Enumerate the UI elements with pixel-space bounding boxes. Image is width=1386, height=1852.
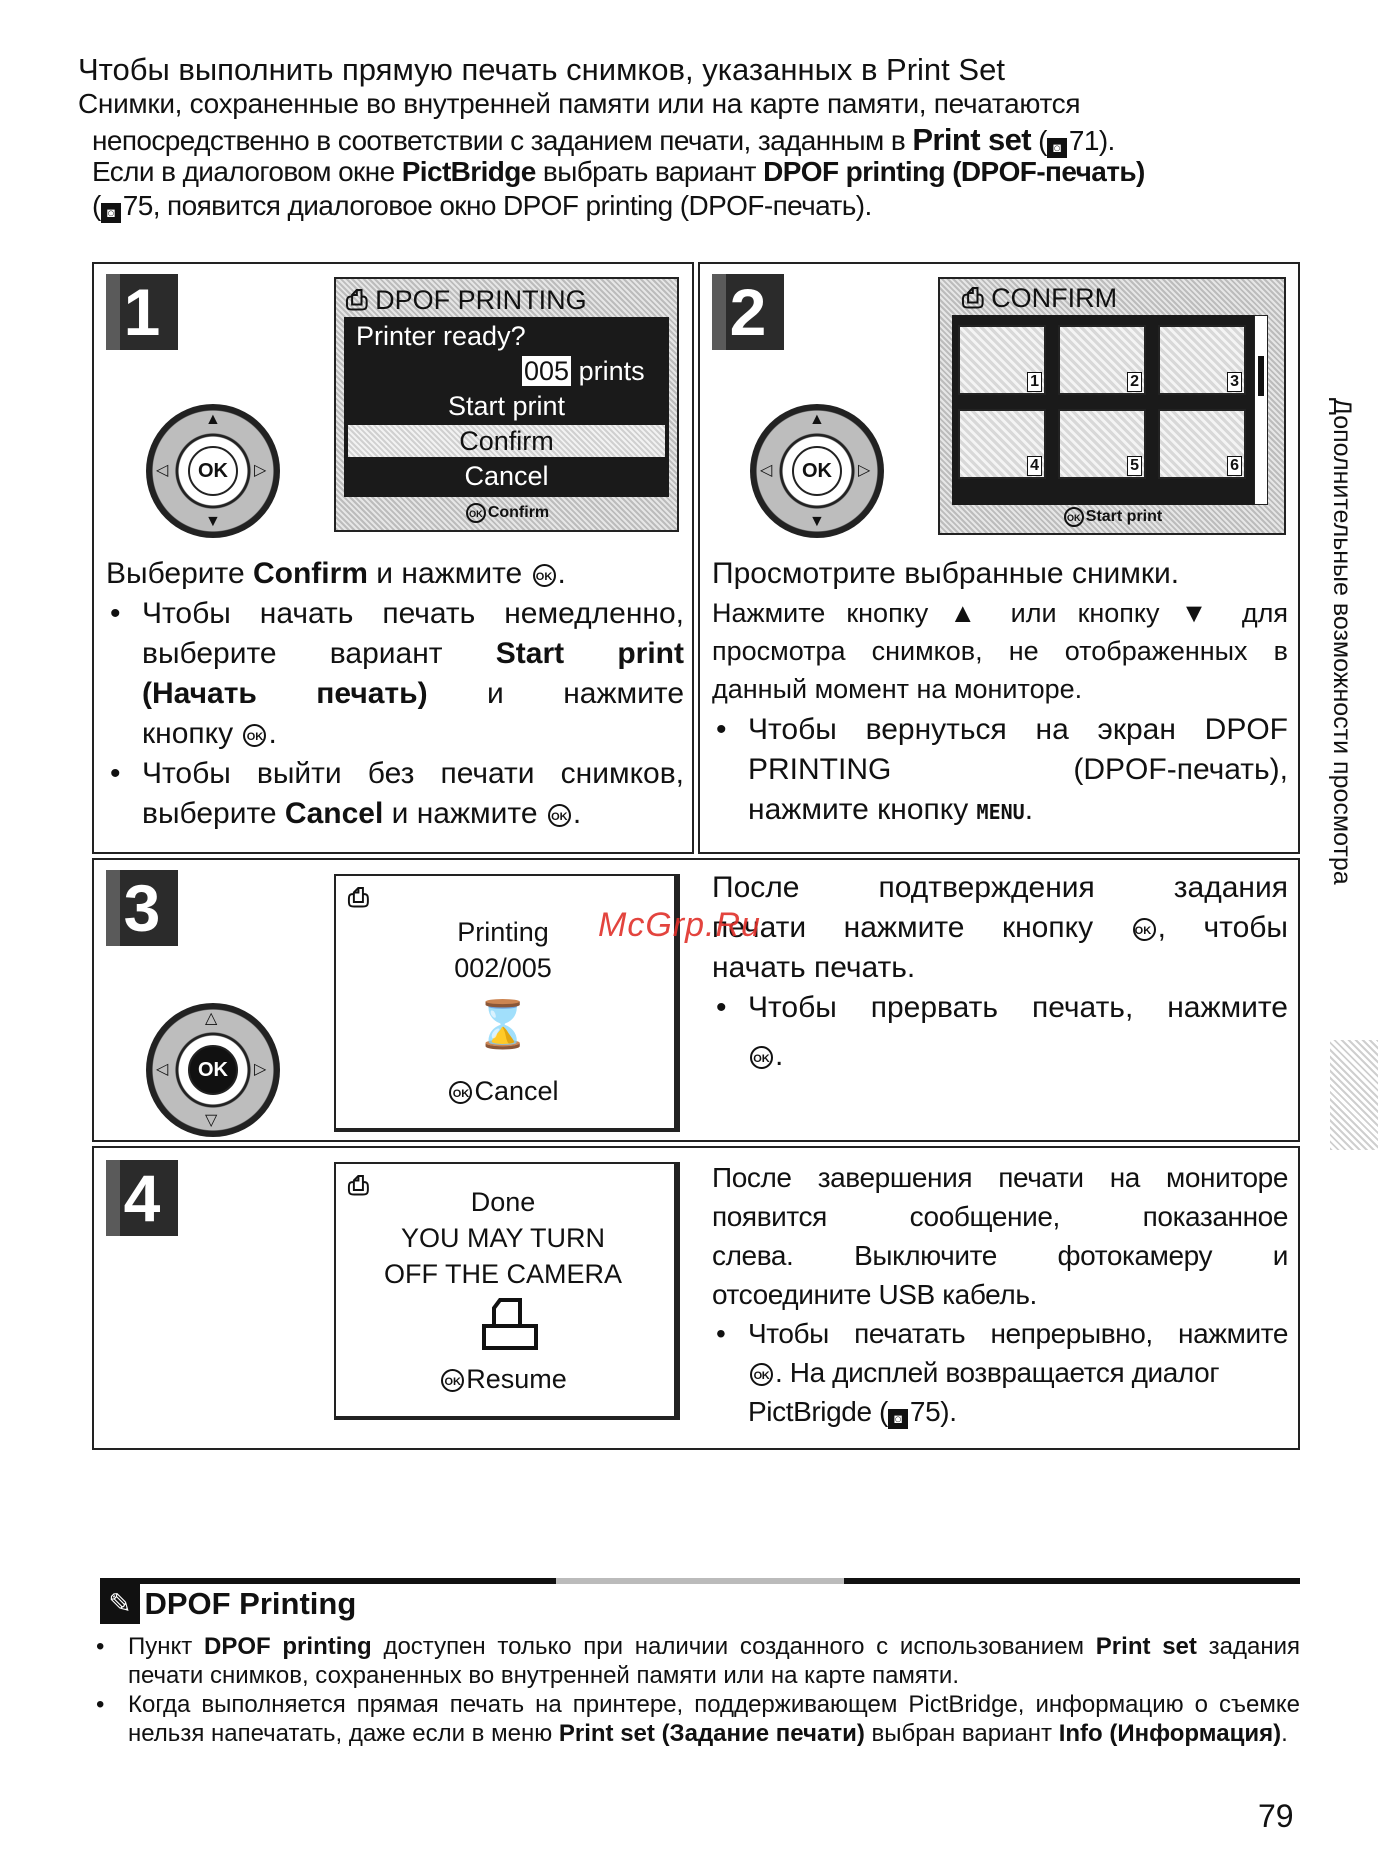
page-heading: Чтобы выполнить прямую печать снимков, указанных в Print Set	[78, 52, 1005, 87]
screen-title	[962, 283, 1117, 315]
step-4-text	[712, 1158, 1288, 1431]
thumb-number: 1	[1027, 372, 1042, 392]
intro-line-3-text: Если в диалоговом окне	[92, 156, 402, 187]
ok-icon: OK	[750, 1363, 773, 1386]
arrow-up-icon: ▲	[809, 411, 825, 428]
thumbnail-2[interactable]	[1058, 325, 1146, 395]
step-1-bullet-1-l4: кнопку OK .	[142, 717, 277, 750]
text: доступен только при наличии созданного с использованием	[371, 1633, 1096, 1660]
ok-button-pressed-icon: OK	[188, 1045, 238, 1095]
printer-icon	[480, 1296, 540, 1354]
footer-resume: Resume	[466, 1364, 567, 1394]
print-count-label: prints	[578, 356, 645, 386]
intro-line-4: ( ◙ 75, появится диалоговое окно DPOF printing (DPOF-печать).	[92, 190, 872, 221]
step-4-line-2: появится сообщение, показанное	[712, 1201, 1288, 1232]
step-4-bullet-1	[712, 1314, 1288, 1431]
text: , чтобы	[1157, 911, 1288, 944]
print-count-value: 005	[524, 356, 570, 386]
intro-line-2: непосредственно в соответствии с заданием печати, заданным в Print set ( ◙ 71).	[92, 122, 1115, 157]
text: кнопку	[142, 717, 234, 750]
step-1-bullet-1-l2	[142, 634, 684, 674]
thumbnail-6[interactable]	[1158, 409, 1246, 479]
thumb-number: 6	[1227, 456, 1242, 476]
page-number: 79	[1258, 1798, 1294, 1834]
text: . На дисплей возвращается диалог	[775, 1357, 1220, 1388]
step-2-bullet-l3: нажмите кнопку MENU.	[748, 793, 1034, 826]
arrow-down-icon: ▽	[205, 1112, 218, 1129]
done-line-3: OFF THE CAMERA	[383, 1259, 623, 1289]
done-line-2: YOU MAY TURN	[400, 1223, 606, 1253]
step-2-line-4: данный момент на мониторе.	[712, 674, 1083, 704]
watermark: McGrp.Ru	[598, 906, 761, 944]
menu-item-confirm[interactable]: Confirm	[348, 425, 665, 457]
arrow-down-icon: ▼	[205, 513, 221, 530]
ok-icon: OK	[1133, 918, 1156, 941]
step-1-bullet-1-l1: • Чтобы начать печать немедленно,	[142, 597, 684, 630]
note-bullet-2	[92, 1690, 1300, 1748]
arrow-right-icon: ▷	[254, 1061, 267, 1078]
footer-start-print: Start print	[1085, 508, 1163, 526]
step-3-text	[712, 868, 1288, 1076]
text: ).	[940, 1396, 957, 1427]
text: нажмите кнопку	[748, 793, 977, 826]
menu-button-label: MENU	[976, 800, 1025, 824]
thumbnail-1[interactable]	[958, 325, 1046, 395]
text: выбран вариант	[864, 1720, 1059, 1747]
step-1-bullet-1-l3	[142, 674, 684, 714]
step-4-line-1: После завершения печати на мониторе	[712, 1162, 1288, 1193]
text: PictBrigde (	[748, 1396, 888, 1427]
step-1-bullet-2-l1: • Чтобы выйти без печати снимков,	[142, 757, 684, 790]
menu-item-cancel[interactable]: Cancel	[464, 461, 549, 491]
arrow-right-icon: ▷	[858, 462, 871, 479]
page-ref-icon: ◙	[1047, 138, 1067, 158]
intro-pictbridge: PictBridge	[401, 156, 536, 187]
text: выберите вариант	[142, 637, 496, 670]
arrow-down-icon: ▼	[809, 513, 825, 530]
note-header	[100, 1584, 356, 1626]
start-print-ru: (Начать печать)	[142, 677, 428, 710]
ok-icon: OK	[1064, 507, 1084, 527]
step-2-bullet-l1: • Чтобы вернуться на экран DPOF	[748, 713, 1288, 746]
print-set-term: Print set (Задание печати)	[558, 1720, 865, 1747]
step-4-bullet-l1: • Чтобы печатать непрерывно, нажмите	[748, 1318, 1288, 1349]
intro-line-4-text: , появится диалоговое окно DPOF printing (DPOF-печать).	[152, 190, 872, 221]
dpof-printing-screen	[334, 277, 679, 532]
thumbnail-3[interactable]	[1158, 325, 1246, 395]
ok-icon: OK	[466, 503, 486, 523]
arrow-left-icon: ◁	[156, 462, 169, 479]
step-1-text-pre: Выберите	[106, 557, 253, 590]
thumbnail-5[interactable]	[1058, 409, 1146, 479]
intro-ref-75: 75	[122, 190, 153, 221]
screen-footer	[336, 1076, 670, 1107]
step-1-number: 1	[106, 274, 178, 350]
confirm-screen	[938, 277, 1286, 535]
print-count	[522, 356, 645, 387]
text: выберите	[142, 797, 285, 830]
arrow-left-icon: ◁	[156, 1061, 169, 1078]
intro-line-3-mid: выбрать вариант	[535, 156, 764, 187]
menu-item-start-print[interactable]: Start print	[447, 391, 566, 421]
print-set-term: Print set	[1095, 1633, 1197, 1660]
ok-icon: OK	[750, 1046, 773, 1069]
step-4-line-4: отсоедините USB кабель.	[712, 1279, 1037, 1310]
print-icon: ⎙	[962, 283, 984, 313]
step-3-line-1: После подтверждения задания	[712, 871, 1288, 904]
print-icon: ⎙	[348, 1170, 369, 1200]
scrollbar-thumb[interactable]	[1258, 356, 1264, 396]
thumbnail-4[interactable]	[958, 409, 1046, 479]
done-message	[336, 1184, 670, 1292]
step-2-line-3: просмотра снимков, не отображенных в	[712, 636, 1288, 666]
arrow-up-icon: △	[205, 1010, 218, 1027]
step-4-bullet-l2	[748, 1353, 1288, 1392]
screen-footer	[336, 503, 677, 523]
footer-cancel: Cancel	[474, 1076, 559, 1106]
multi-selector-icon	[146, 404, 280, 538]
cancel-label: Cancel	[284, 797, 384, 830]
note-title: DPOF Printing	[144, 1586, 357, 1621]
step-1-bullet-2-l2: выберите Cancel и нажмите OK .	[142, 797, 582, 830]
screen-title-text: CONFIRM	[991, 283, 1118, 313]
text: Когда выполняется прямая печать на принтере, поддерживающем PictBridge, информацию о съемке нельзя напечатать, даже если в меню	[128, 1691, 1300, 1747]
done-screen	[334, 1162, 680, 1420]
text: и нажмите	[383, 797, 538, 830]
done-label: Done	[470, 1187, 536, 1217]
page-ref-icon: ◙	[101, 203, 121, 223]
step-3-line-3: начать печать.	[712, 951, 916, 984]
note-bullet-1	[92, 1632, 1300, 1690]
printer-ready-label: Printer ready?	[356, 321, 526, 351]
step-2-bullet-1	[712, 710, 1288, 832]
step-1-text	[106, 554, 684, 834]
intro-line-1: Снимки, сохраненные во внутренней памяти или на карте памяти, печатаются	[78, 88, 1081, 119]
multi-selector-icon	[750, 404, 884, 538]
hourglass-icon: ⌛	[474, 998, 532, 1050]
ok-button-icon: OK	[188, 446, 238, 496]
ok-icon: OK	[449, 1081, 472, 1104]
start-print-label: Start print	[495, 637, 685, 670]
ok-button-icon: OK	[792, 446, 842, 496]
side-tab-label: Дополнительные возможности просмотра	[1328, 398, 1356, 885]
thumb-number: 4	[1027, 456, 1042, 476]
ok-icon: OK	[533, 564, 556, 587]
screen-title	[346, 285, 587, 317]
printing-progress: 002/005	[454, 953, 552, 983]
ok-icon: OK	[548, 804, 571, 827]
print-icon: ⎙	[348, 882, 369, 912]
text: .	[1281, 1720, 1288, 1747]
page-ref-icon: ◙	[888, 1409, 908, 1429]
screen-footer	[336, 1364, 670, 1395]
step-1-instruction: Выберите Confirm и нажмите OK .	[106, 557, 566, 590]
step-2-line-1: Просмотрите выбранные снимки.	[712, 557, 1180, 590]
step-4-number: 4	[106, 1160, 178, 1236]
side-tab-marker	[1330, 1040, 1378, 1150]
step-2-line-2: Нажмите кнопку ▲ или кнопку ▼ для	[712, 598, 1288, 628]
step-4-bullet-l3	[748, 1392, 1288, 1431]
step-3-bullet-l1: • Чтобы прервать печать, нажмите	[748, 991, 1288, 1024]
step-3-line-2	[712, 908, 1288, 948]
screen-footer	[940, 507, 1284, 527]
screen-title-text: DPOF PRINTING	[375, 285, 587, 315]
arrow-right-icon: ▷	[254, 462, 267, 479]
text: задания печати снимков, сохраненных во внутренней памяти или на карте памяти.	[128, 1633, 1300, 1689]
arrow-up-icon: ▲	[205, 411, 221, 428]
text: и нажмите	[427, 677, 684, 710]
multi-selector-icon	[146, 1003, 280, 1137]
ref-75: 75	[909, 1396, 941, 1427]
intro-line-2-text: непосредственно в соответствии с заданием печати, заданным в	[92, 125, 913, 156]
step-1-text-post: и нажмите	[367, 557, 523, 590]
step-2-text	[712, 554, 1288, 832]
printing-label: Printing	[457, 917, 549, 947]
step-1-bullet-1	[106, 594, 684, 754]
dpof-printing-term: DPOF printing	[204, 1633, 372, 1660]
text: Пункт	[128, 1633, 204, 1660]
intro-ref-71: 71	[1068, 125, 1099, 156]
intro-dpof: DPOF printing (DPOF-печать)	[763, 156, 1145, 187]
step-3-number: 3	[106, 870, 178, 946]
intro-print-set: Print set	[912, 122, 1031, 157]
footer-confirm: Confirm	[487, 504, 550, 522]
scrollbar[interactable]	[1254, 315, 1268, 505]
ok-icon: OK	[243, 724, 266, 747]
thumb-number: 3	[1227, 372, 1242, 392]
step-2-number: 2	[712, 274, 784, 350]
thumb-number: 5	[1127, 456, 1142, 476]
note-body	[92, 1632, 1300, 1748]
arrow-left-icon: ◁	[760, 462, 773, 479]
step-3-bullet-l2: OK .	[748, 1036, 1288, 1076]
step-2-bullet-l2: PRINTING (DPOF-печать),	[748, 753, 1288, 786]
print-icon: ⎙	[346, 285, 368, 315]
ok-icon: OK	[441, 1369, 464, 1392]
intro-line-3	[92, 156, 1145, 188]
step-4-line-3: слева. Выключите фотокамеру и	[712, 1240, 1288, 1271]
step-1-confirm: Confirm	[252, 557, 368, 590]
step-3-bullet-1	[712, 988, 1288, 1076]
thumb-number: 2	[1127, 372, 1142, 392]
step-1-bullet-2	[106, 754, 684, 834]
pencil-icon: ✎	[100, 1584, 140, 1624]
text: печати нажмите кнопку	[712, 911, 1094, 944]
info-term: Info (Информация)	[1058, 1720, 1282, 1747]
